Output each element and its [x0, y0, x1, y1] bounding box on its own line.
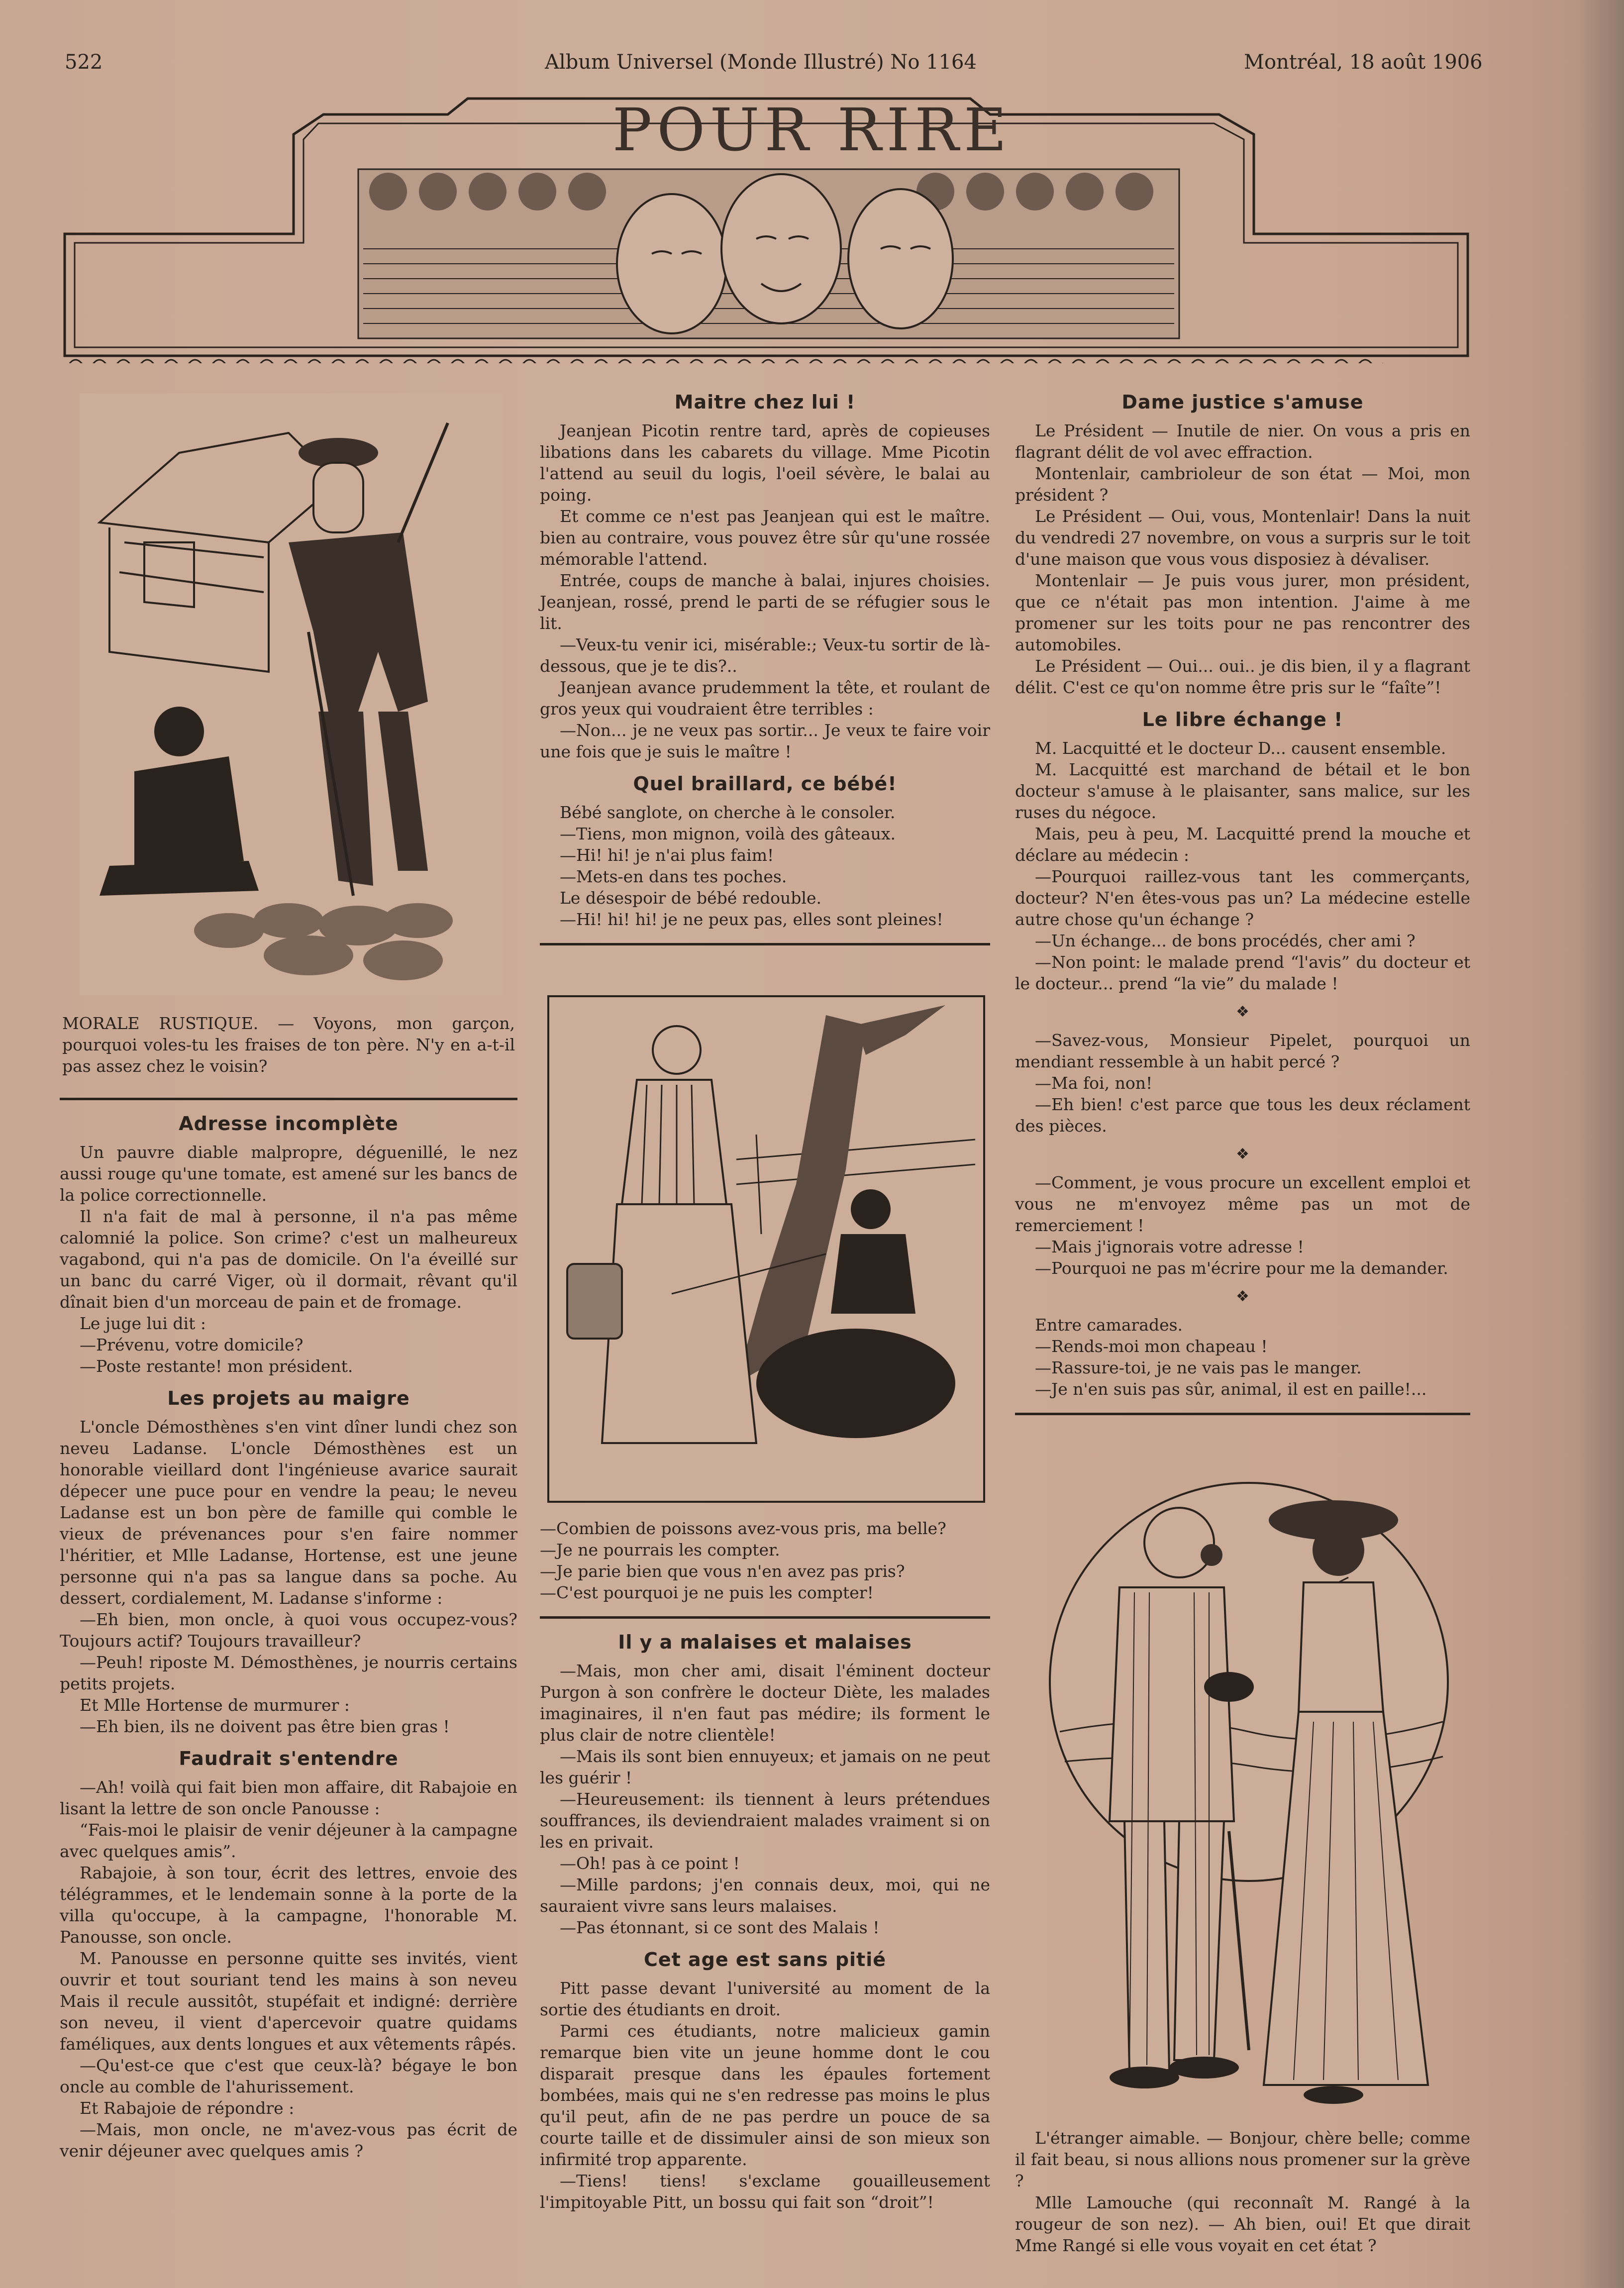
middle-column-bottom: —Combien de poissons avez-vous pris, ma belle? —Je ne pourrais les compter. —Je parie bien que vous n'en avez pas pris? —C'est pourquoi je ne puis les compter! Il y a malaises et malaises —Mais, mon cher ami, disait l'éminent docteur Purgon à son confrère le docteur Diète, les malades imaginaires, il n'en faut pas médire; ils forment le plus clair de notre clientèle! —Mais ils sont bien ennuyeux; et jamais on ne peut les guérir ! —Heureusement: ils tiennent à leurs prétendues souffrances, ils deviendraient malades vraiment si on les en privait. —Oh! pas à ce point ! —Mille pardons; j'en connais deux, moi, qui ne sauraient vivre sans leurs malaises. —Pas étonnant, si ce sont des Malais ! Cet age est sans pitié Pitt passe devant l'université au moment de la sortie des étudiants en droit. Parmi ces étudiants, notre malicieux gamin remarque bien vite un jeune homme dont le cou disparait presque dans les épaules fortement bombées, mais qui ne s'en redresse pas moins le plus qu'il peut, afin de ne pas perdre un pouce de sa courte taille et de dissimuler ainsi de son mieux son infirmité trop apparente. —Tiens! tiens! s'exclame gouailleusement l'impitoyable Pitt, un bossu qui fait son “droit”!	[540, 1519, 990, 2212]
fishing-girl-illustration	[547, 995, 985, 1503]
column-rule	[540, 943, 990, 945]
article-title-age: Cet age est sans pitié	[643, 1949, 887, 1971]
masthead-illustration	[358, 169, 1179, 338]
page-number: 522	[65, 51, 103, 74]
column-rule	[60, 1098, 517, 1100]
article-title-malaises: Il y a malaises et malaises	[618, 1631, 912, 1653]
article-title-justice: Dame justice s'amuse	[1121, 391, 1364, 413]
morale-rustique-caption: MORALE RUSTIQUE. — Voyons, mon garçon, pourquoi voles-tu les fraises de ton père. N'y en a-t-il pas assez chez le voisin?	[62, 1014, 515, 1076]
fishing-caption-line: —Je ne pourrais les compter.	[540, 1540, 780, 1560]
article-title-maitre: Maitre chez lui !	[674, 391, 856, 413]
column-rule	[540, 1616, 990, 1619]
beach-caption-2: Mlle Lamouche (qui reconnaît M. Rangé à la rougeur de son nez). — Ah bien, oui! Et que dirait Mme Rangé si elle vous voyait en cet état ?	[1015, 2193, 1470, 2255]
article-title-bebe: Quel braillard, ce bébé!	[633, 773, 897, 795]
fishing-caption-line: —Combien de poissons avez-vous pris, ma belle?	[540, 1519, 946, 1538]
beach-couple-illustration	[1015, 1473, 1473, 2120]
middle-column-top: Maitre chez lui ! Jeanjean Picotin rentre tard, après de copieuses libations dans les cabarets du village. Mme Picotin l'attend au seuil du logis, l'oeil sévère, le balai au poing. Et comme ce n'est pas Jeanjean qui est le maître. bien au contraire, vous pouvez être sûr qu'une rossée mémorable l'attend. Entrée, coups de manche à balai, injures choisies. Jeanjean, rossé, prend le parti de se réfugier sous le lit. —Veux-tu venir ici, misérable:; Veux-tu sortir de là-dessous, que je te dis?.. Jeanjean avance prudemment la tête, et roulant de gros yeux qui voudraient être terribles : —Non... je ne veux pas sortir... Je veux te faire voir une fois que je suis le maître ! Quel braillard, ce bébé! Bébé sanglote, on cherche à le consoler. —Tiens, mon mignon, voilà des gâteaux. —Hi! hi! je n'ai plus faim! —Mets-en dans tes poches. Le désespoir de bébé redouble. —Hi! hi! hi! je ne peux pas, elles sont pleines!	[540, 381, 990, 958]
fishing-caption-line: —C'est pourquoi je ne puis les compter!	[540, 1583, 874, 1602]
publication-line: Album Universel (Monde Illustré) No 1164	[545, 51, 977, 74]
morale-rustique-illustration	[80, 393, 503, 995]
ornament-glyph: ❖	[1236, 1145, 1249, 1163]
column-rule	[1015, 1413, 1470, 1415]
article-title-echange: Le libre échange !	[1142, 709, 1343, 730]
right-column: Dame justice s'amuse Le Président — Inutile de nier. On vous a pris en flagrant délit de vol avec effraction. Montenlair, cambrioleur de son état — Moi, mon président ? Le Président — Oui, vous, Montenlair! Dans la nuit du vendredi 27 novembre, on vous a surpris sur le toit d'une maison que vous vous disposiez à dévaliser. Montenlair — Je puis vous jurer, mon président, que ce n'était pas mon intention. J'aime à me promener sur les toits pour ne pas rencontrer des automobiles. Le Président — Oui... oui.. je dis bien, il y a flagrant délit. C'est ce qu'on nomme être pris sur le “faîte”! Le libre échange ! M. Lacquitté et le docteur D... causent ensemble. M. Lacquitté est marchand de bétail et le bon docteur s'amuse à le plaisanter, sans malice, sur les ruses du négoce. Mais, peu à peu, M. Lacquitté prend la mouche et déclare au médecin : —Pourquoi raillez-vous tant les commerçants, docteur? N'en êtes-vous pas un? La médecine estelle autre chose qu'un échange ? —Un échange... de bons procédés, cher ami ? —Non point: le malade prend “l'avis” du docteur et le docteur... prend “la vie” du malade ! ❖ —Savez-vous, Monsieur Pipelet, pourquoi un mendiant ressemble à un habit percé ? —Ma foi, non! —Eh bien! c'est parce que tous les deux réclament des pièces. ❖ —Comment, je vous procure un excellent emploi et vous ne m'envoyez même pas un mot de remerciement ! —Mais j'ignorais votre adresse ! —Pourquoi ne pas m'écrire pour me la demander. ❖ Entre camarades. —Rends-moi mon chapeau ! —Rassure-toi, je ne vais pas le manger. —Je n'en suis pas sûr, animal, il est en paille!...	[1015, 381, 1470, 1428]
section-title: POUR RIRE	[612, 96, 1012, 164]
ornament-glyph: ❖	[1236, 1003, 1249, 1021]
issue-date: Montréal, 18 août 1906	[1244, 51, 1483, 74]
article-title-faudrait: Faudrait s'entendre	[179, 1748, 399, 1769]
beach-caption-1: L'étranger aimable. — Bonjour, chère belle; comme il fait beau, si nous allions nous promener sur la grève ?	[1015, 2128, 1470, 2190]
article-title-adresse: Adresse incomplète	[179, 1113, 399, 1135]
ornament-glyph: ❖	[1236, 1288, 1249, 1305]
article-title-projets: Les projets au maigre	[167, 1387, 410, 1409]
fishing-caption-line: —Je parie bien que vous n'en avez pas pris?	[540, 1561, 905, 1581]
left-column: Adresse incomplète Un pauvre diable malpropre, déguenillé, le nez aussi rouge qu'une tomate, est amené sur les bancs de la police correctionnelle. Il n'a fait de mal à personne, il n'a pas même calomnié la police. Son crime? c'est un malheureux vagabond, qui n'a pas de domicile. On l'a éveillé sur un banc du carré Viger, où il dormait, rêvant qu'il dînait bien d'un morceau de pain et de fromage. Le juge lui dit : —Prévenu, votre domicile? —Poste restante! mon président. Les projets au maigre L'oncle Démosthènes s'en vint dîner lundi chez son neveu Ladanse. L'oncle Démosthènes est un honorable vieillard dont l'ingénieuse avarice saurait dépecer une puce pour en vendre la peau; le neveu Ladanse est un bon père de famille qui comble le vieux de prévenances pour s'en faire nommer l'héritier, et Mlle Ladanse, Hortense, est une jeune personne qui n'a pas sa langue dans sa poche. Au dessert, cordialement, M. Ladanse s'informe : —Eh bien, mon oncle, à quoi vous occupez-vous? Toujours actif? Toujours travailleur? —Peuh! riposte M. Démosthènes, je nourris certains petits projets. Et Mlle Hortense de murmurer : —Eh bien, ils ne doivent pas être bien gras ! Faudrait s'entendre —Ah! voilà qui fait bien mon affaire, dit Rabajoie en lisant la lettre de son oncle Panousse : “Fais-moi le plaisir de venir déjeuner à la campagne avec quelques amis”. Rabajoie, à son tour, écrit des lettres, envoie des télégrammes, et le lendemain sonne à la porte de la villa qu'occupe, à la campagne, l'honorable M. Panousse, son oncle. M. Panousse en personne quitte ses invités, vient ouvrir et tout souriant tend les mains à son neveu Mais il recule aussitôt, stupéfait et indigné: derrière son neveu, il vient d'apercevoir quatre quidams faméliques, aux dents longues et aux vêtements râpés. —Qu'est-ce que c'est que ceux-là? bégaye le bon oncle au comble de l'ahurissement. Et Rabajoie de répondre : —Mais, mon oncle, ne m'avez-vous pas écrit de venir déjeuner avec quelques amis ?	[60, 1085, 517, 2162]
